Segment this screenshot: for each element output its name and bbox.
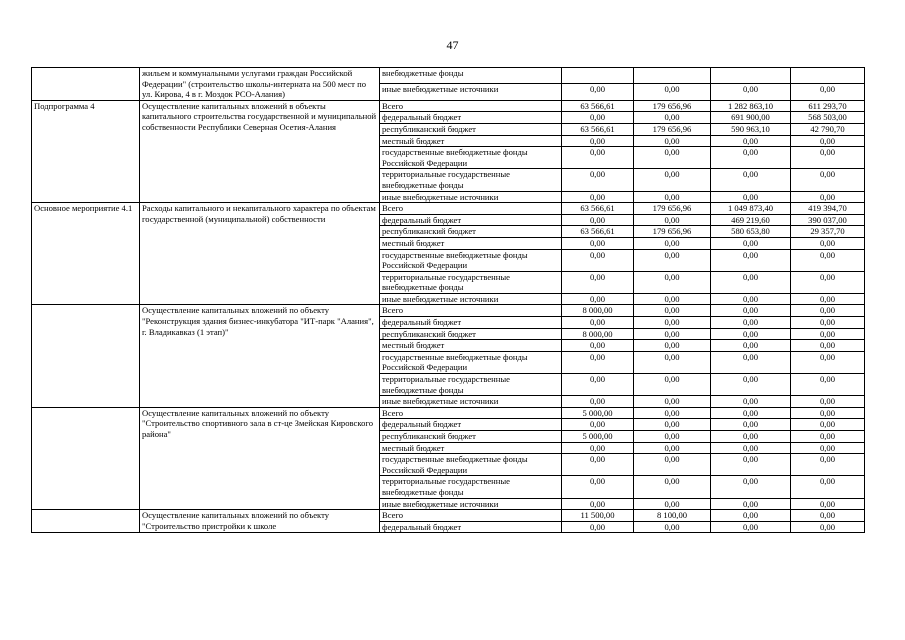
program-cell: Основное мероприятие 4.1 bbox=[32, 203, 140, 305]
value-cell: 0,00 bbox=[791, 293, 865, 305]
value-cell: 0,00 bbox=[562, 340, 634, 352]
value-cell: 0,00 bbox=[634, 442, 711, 454]
program-cell bbox=[32, 510, 140, 533]
value-cell: 0,00 bbox=[634, 293, 711, 305]
value-cell: 0,00 bbox=[791, 351, 865, 373]
value-cell: 0,00 bbox=[634, 419, 711, 431]
value-cell: 611 293,70 bbox=[791, 100, 865, 112]
source-cell: республиканский бюджет bbox=[380, 431, 562, 443]
value-cell: 580 653,80 bbox=[711, 226, 791, 238]
value-cell: 179 656,96 bbox=[634, 203, 711, 215]
value-cell: 390 037,00 bbox=[791, 214, 865, 226]
budget-table bbox=[31, 67, 865, 533]
value-cell: 0,00 bbox=[791, 249, 865, 271]
value-cell: 0,00 bbox=[711, 293, 791, 305]
value-cell: 0,00 bbox=[791, 419, 865, 431]
value-cell: 0,00 bbox=[634, 454, 711, 476]
value-cell: 0,00 bbox=[562, 271, 634, 293]
value-cell: 0,00 bbox=[791, 135, 865, 147]
value-cell: 29 357,70 bbox=[791, 226, 865, 238]
value-cell: 0,00 bbox=[791, 431, 865, 443]
value-cell: 590 963,10 bbox=[711, 123, 791, 135]
table-row bbox=[32, 305, 865, 317]
value-cell: 0,00 bbox=[634, 351, 711, 373]
source-cell: федеральный бюджет bbox=[380, 214, 562, 226]
value-cell: 63 566,61 bbox=[562, 100, 634, 112]
value-cell: 0,00 bbox=[711, 407, 791, 419]
value-cell: 0,00 bbox=[791, 191, 865, 203]
value-cell: 0,00 bbox=[711, 191, 791, 203]
value-cell: 0,00 bbox=[711, 431, 791, 443]
source-cell: территориальные государственные внебюджетные фонды bbox=[380, 169, 562, 191]
source-cell: федеральный бюджет bbox=[380, 112, 562, 124]
value-cell: 42 790,70 bbox=[791, 123, 865, 135]
description-cell: Расходы капитального и некапитального характера по объектам государственной (муниципальной) собственности bbox=[140, 203, 380, 305]
value-cell bbox=[711, 68, 791, 84]
value-cell: 0,00 bbox=[791, 521, 865, 533]
value-cell: 0,00 bbox=[634, 317, 711, 329]
value-cell: 0,00 bbox=[634, 84, 711, 100]
source-cell: Всего bbox=[380, 510, 562, 522]
source-cell: Всего bbox=[380, 203, 562, 215]
source-cell: Всего bbox=[380, 100, 562, 112]
value-cell: 0,00 bbox=[711, 374, 791, 396]
value-cell: 0,00 bbox=[634, 374, 711, 396]
source-cell: иные внебюджетные источники bbox=[380, 396, 562, 408]
value-cell: 0,00 bbox=[711, 419, 791, 431]
table-row bbox=[32, 100, 865, 112]
source-cell: территориальные государственные внебюджетные фонды bbox=[380, 374, 562, 396]
source-cell: республиканский бюджет bbox=[380, 123, 562, 135]
table-row bbox=[32, 407, 865, 419]
value-cell: 0,00 bbox=[711, 396, 791, 408]
table-row bbox=[32, 510, 865, 522]
value-cell: 0,00 bbox=[634, 340, 711, 352]
budget-table-body bbox=[32, 68, 865, 533]
value-cell: 0,00 bbox=[711, 442, 791, 454]
value-cell: 0,00 bbox=[562, 135, 634, 147]
value-cell: 63 566,61 bbox=[562, 226, 634, 238]
value-cell: 0,00 bbox=[791, 454, 865, 476]
value-cell: 0,00 bbox=[634, 191, 711, 203]
value-cell: 0,00 bbox=[791, 328, 865, 340]
value-cell: 0,00 bbox=[791, 476, 865, 498]
value-cell: 0,00 bbox=[711, 84, 791, 100]
source-cell: федеральный бюджет bbox=[380, 419, 562, 431]
source-cell: Всего bbox=[380, 407, 562, 419]
value-cell: 0,00 bbox=[634, 328, 711, 340]
value-cell: 0,00 bbox=[711, 271, 791, 293]
value-cell: 0,00 bbox=[562, 374, 634, 396]
table-row bbox=[32, 203, 865, 215]
value-cell: 0,00 bbox=[711, 498, 791, 510]
value-cell: 0,00 bbox=[711, 351, 791, 373]
value-cell: 0,00 bbox=[562, 476, 634, 498]
description-cell: Осуществление капитальных вложений в объекты капитального строительства государственной и муниципальной собственности Республики Северная Осетия-Алания bbox=[140, 100, 380, 202]
value-cell: 0,00 bbox=[791, 169, 865, 191]
value-cell: 0,00 bbox=[634, 407, 711, 419]
value-cell bbox=[791, 68, 865, 84]
value-cell: 0,00 bbox=[634, 135, 711, 147]
value-cell: 0,00 bbox=[562, 147, 634, 169]
value-cell: 63 566,61 bbox=[562, 123, 634, 135]
value-cell: 691 900,00 bbox=[711, 112, 791, 124]
value-cell: 0,00 bbox=[711, 237, 791, 249]
source-cell: республиканский бюджет bbox=[380, 226, 562, 238]
value-cell: 0,00 bbox=[562, 169, 634, 191]
source-cell: государственные внебюджетные фонды Российской Федерации bbox=[380, 351, 562, 373]
value-cell: 0,00 bbox=[711, 305, 791, 317]
source-cell: республиканский бюджет bbox=[380, 328, 562, 340]
value-cell: 0,00 bbox=[562, 419, 634, 431]
source-cell: государственные внебюджетные фонды Российской Федерации bbox=[380, 454, 562, 476]
value-cell: 419 394,70 bbox=[791, 203, 865, 215]
value-cell: 0,00 bbox=[634, 396, 711, 408]
source-cell: местный бюджет bbox=[380, 237, 562, 249]
value-cell: 0,00 bbox=[634, 249, 711, 271]
source-cell: территориальные государственные внебюджетные фонды bbox=[380, 271, 562, 293]
value-cell: 8 100,00 bbox=[634, 510, 711, 522]
program-cell bbox=[32, 407, 140, 509]
value-cell: 8 000,00 bbox=[562, 328, 634, 340]
value-cell: 0,00 bbox=[711, 169, 791, 191]
value-cell: 0,00 bbox=[634, 521, 711, 533]
source-cell: местный бюджет bbox=[380, 442, 562, 454]
description-cell: Осуществление капитальных вложений по объекту "Строительство спортивного зала в ст-це Змейская Кировского района" bbox=[140, 407, 380, 509]
value-cell bbox=[634, 68, 711, 84]
value-cell: 0,00 bbox=[791, 84, 865, 100]
value-cell: 0,00 bbox=[791, 305, 865, 317]
source-cell: федеральный бюджет bbox=[380, 521, 562, 533]
source-cell: иные внебюджетные источники bbox=[380, 293, 562, 305]
program-cell bbox=[32, 305, 140, 407]
source-cell: иные внебюджетные источники bbox=[380, 191, 562, 203]
value-cell: 179 656,96 bbox=[634, 100, 711, 112]
value-cell: 0,00 bbox=[562, 454, 634, 476]
value-cell: 0,00 bbox=[711, 476, 791, 498]
value-cell: 179 656,96 bbox=[634, 226, 711, 238]
value-cell: 0,00 bbox=[562, 84, 634, 100]
source-cell: Всего bbox=[380, 305, 562, 317]
value-cell: 0,00 bbox=[711, 135, 791, 147]
value-cell: 0,00 bbox=[562, 214, 634, 226]
value-cell: 0,00 bbox=[634, 147, 711, 169]
value-cell: 0,00 bbox=[791, 271, 865, 293]
table-row bbox=[32, 68, 865, 84]
value-cell: 0,00 bbox=[634, 476, 711, 498]
value-cell: 0,00 bbox=[711, 328, 791, 340]
value-cell: 0,00 bbox=[562, 521, 634, 533]
value-cell: 0,00 bbox=[562, 191, 634, 203]
description-cell: жильем и коммунальными услугами граждан Российской Федерации" (строительство школы-интерната на 500 мест по ул. Кирова, 4 в г. Моздок РСО-Алания) bbox=[140, 68, 380, 101]
value-cell: 0,00 bbox=[711, 340, 791, 352]
description-cell: Осуществление капитальных вложений по объекту "Строительство пристройки к школе bbox=[140, 510, 380, 533]
value-cell: 0,00 bbox=[711, 510, 791, 522]
value-cell bbox=[562, 68, 634, 84]
source-cell: местный бюджет bbox=[380, 340, 562, 352]
program-cell bbox=[32, 68, 140, 101]
source-cell: федеральный бюджет bbox=[380, 317, 562, 329]
value-cell: 1 282 863,10 bbox=[711, 100, 791, 112]
value-cell: 0,00 bbox=[634, 112, 711, 124]
value-cell: 0,00 bbox=[711, 454, 791, 476]
source-cell: государственные внебюджетные фонды Российской Федерации bbox=[380, 249, 562, 271]
value-cell: 0,00 bbox=[562, 249, 634, 271]
source-cell: местный бюджет bbox=[380, 135, 562, 147]
value-cell: 0,00 bbox=[634, 498, 711, 510]
value-cell: 0,00 bbox=[791, 340, 865, 352]
value-cell: 0,00 bbox=[791, 498, 865, 510]
value-cell: 0,00 bbox=[711, 249, 791, 271]
value-cell: 0,00 bbox=[711, 521, 791, 533]
value-cell: 0,00 bbox=[634, 214, 711, 226]
value-cell: 5 000,00 bbox=[562, 431, 634, 443]
value-cell: 0,00 bbox=[791, 407, 865, 419]
value-cell: 0,00 bbox=[562, 396, 634, 408]
value-cell: 0,00 bbox=[634, 431, 711, 443]
value-cell: 0,00 bbox=[791, 147, 865, 169]
value-cell: 0,00 bbox=[791, 317, 865, 329]
value-cell: 8 000,00 bbox=[562, 305, 634, 317]
value-cell: 0,00 bbox=[634, 271, 711, 293]
value-cell: 0,00 bbox=[562, 498, 634, 510]
value-cell: 568 503,00 bbox=[791, 112, 865, 124]
value-cell: 0,00 bbox=[634, 237, 711, 249]
value-cell: 0,00 bbox=[791, 374, 865, 396]
value-cell: 0,00 bbox=[791, 396, 865, 408]
source-cell: государственные внебюджетные фонды Российской Федерации bbox=[380, 147, 562, 169]
value-cell: 0,00 bbox=[634, 305, 711, 317]
value-cell: 0,00 bbox=[711, 317, 791, 329]
source-cell: территориальные государственные внебюджетные фонды bbox=[380, 476, 562, 498]
value-cell: 0,00 bbox=[562, 112, 634, 124]
value-cell: 11 500,00 bbox=[562, 510, 634, 522]
value-cell: 0,00 bbox=[634, 169, 711, 191]
value-cell: 1 049 873,40 bbox=[711, 203, 791, 215]
source-cell: иные внебюджетные источники bbox=[380, 498, 562, 510]
description-cell: Осуществление капитальных вложений по объекту "Реконструкция здания бизнес-инкубатора "ИТ-парк "Алания", г. Владикавказ (1 этап)" bbox=[140, 305, 380, 407]
page-number: 47 bbox=[446, 38, 459, 52]
value-cell: 0,00 bbox=[562, 317, 634, 329]
value-cell: 5 000,00 bbox=[562, 407, 634, 419]
value-cell: 0,00 bbox=[791, 237, 865, 249]
value-cell: 63 566,61 bbox=[562, 203, 634, 215]
source-cell: внебюджетные фонды bbox=[380, 68, 562, 84]
program-cell: Подпрограмма 4 bbox=[32, 100, 140, 202]
value-cell: 0,00 bbox=[562, 237, 634, 249]
value-cell: 179 656,96 bbox=[634, 123, 711, 135]
value-cell: 0,00 bbox=[711, 147, 791, 169]
value-cell: 0,00 bbox=[791, 442, 865, 454]
value-cell: 0,00 bbox=[562, 351, 634, 373]
value-cell: 469 219,60 bbox=[711, 214, 791, 226]
value-cell: 0,00 bbox=[562, 442, 634, 454]
source-cell: иные внебюджетные источники bbox=[380, 84, 562, 100]
value-cell: 0,00 bbox=[791, 510, 865, 522]
value-cell: 0,00 bbox=[562, 293, 634, 305]
